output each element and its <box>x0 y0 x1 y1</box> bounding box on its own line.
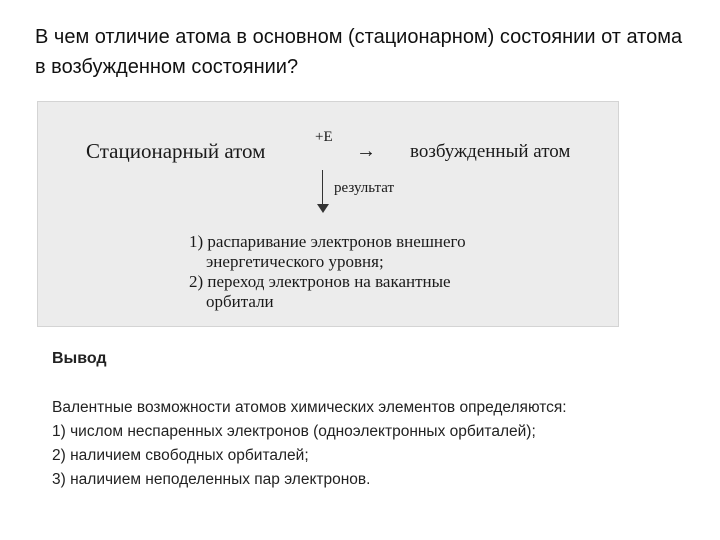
conclusion-heading: Вывод <box>52 350 107 367</box>
conclusion-body <box>52 396 702 492</box>
energy-label: +E <box>315 129 333 145</box>
arrow-right-icon: → <box>356 140 376 162</box>
result-label: результат <box>334 180 395 196</box>
excitation-diagram <box>37 101 619 327</box>
page-title: В чем отличие атома в основном (стационарном) состоянии от атома в возбужденном состоянии? <box>35 26 683 78</box>
result-line: 2) переход электронов на вакантные <box>189 272 451 291</box>
arrow-down-icon <box>322 170 323 206</box>
result-line: энергетического уровня; <box>206 252 384 271</box>
result-line: орбитали <box>206 292 274 311</box>
conclusion-line: 2) наличием свободных орбиталей; <box>52 447 309 464</box>
arrow-down-head-icon <box>317 204 329 213</box>
excited-atom-label: возбужденный атом <box>410 141 571 162</box>
stationary-atom-label: Стационарный атом <box>86 139 266 163</box>
conclusion-line: 3) наличием неподеленных пар электронов. <box>52 471 371 488</box>
conclusion-line: 1) числом неспаренных электронов (одноэлектронных орбиталей); <box>52 423 536 440</box>
result-line: 1) распаривание электронов внешнего <box>189 232 466 251</box>
conclusion-line: Валентные возможности атомов химических элементов определяются: <box>52 399 567 416</box>
